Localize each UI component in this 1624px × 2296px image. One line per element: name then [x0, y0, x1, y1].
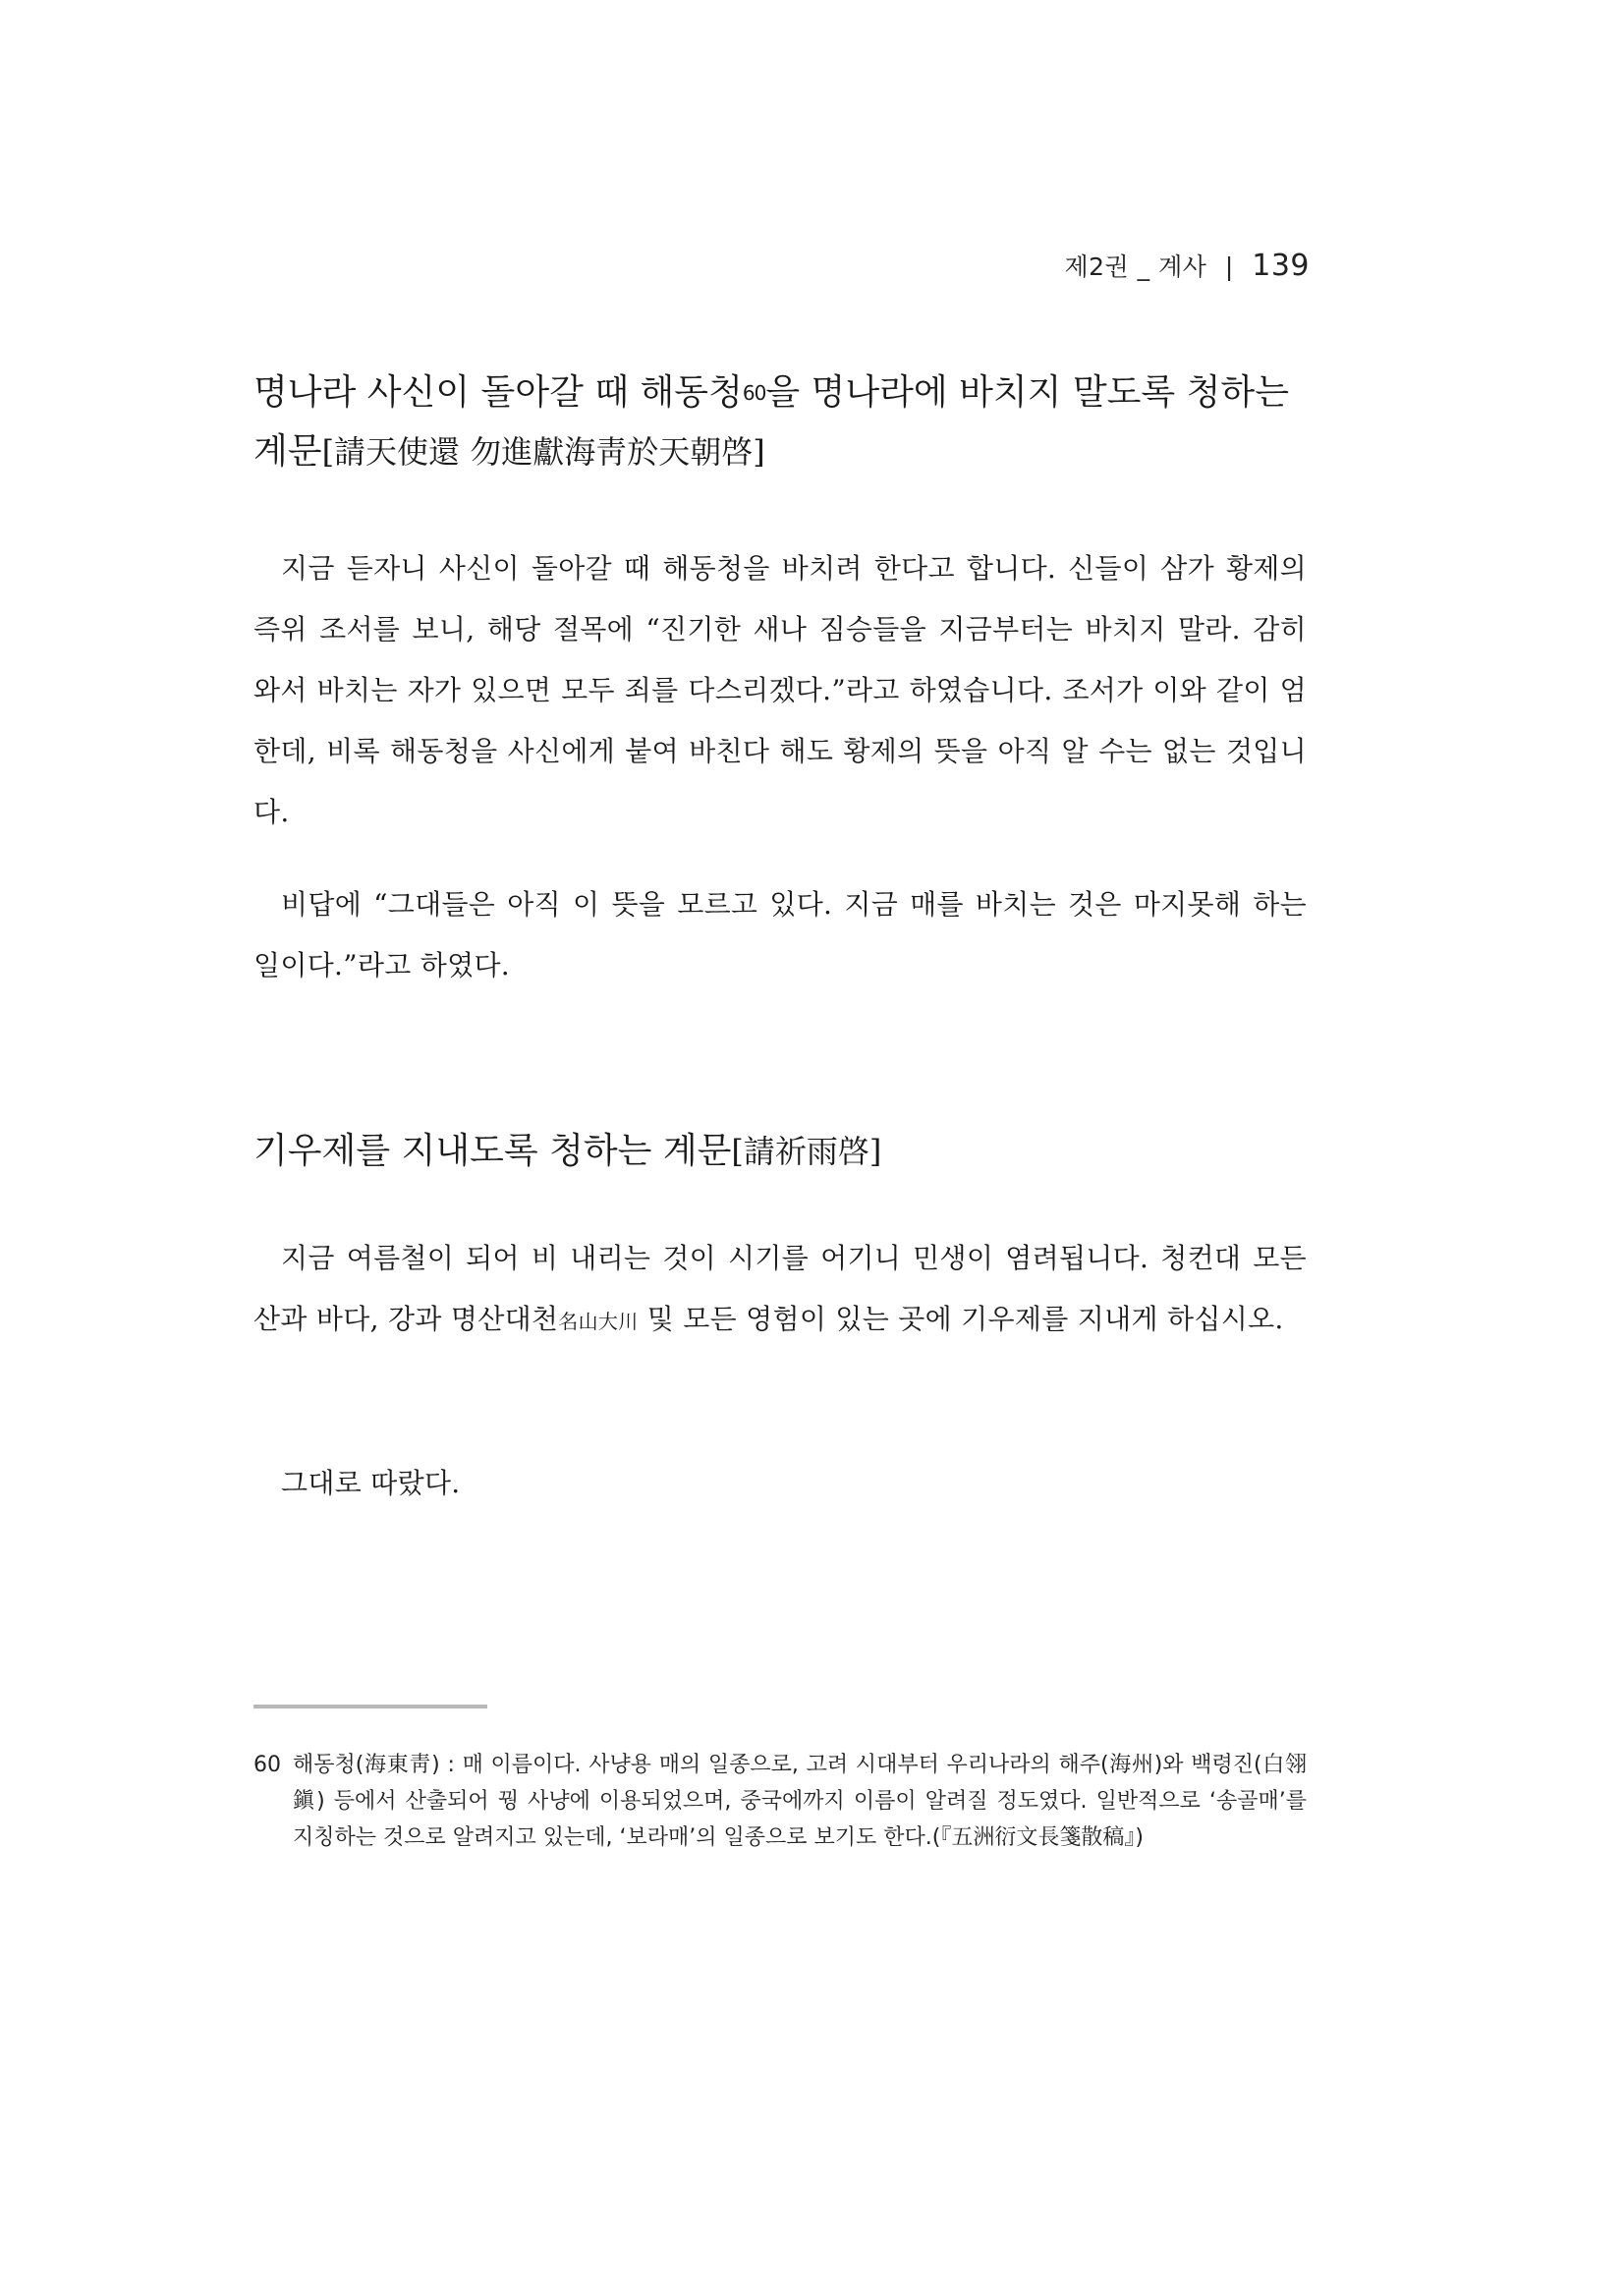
section-2-body: [253, 1228, 1307, 1352]
footnote-reference: 60: [742, 381, 766, 405]
section-2-paragraph-1: [253, 1228, 1307, 1352]
section-1: [253, 364, 1307, 481]
page-number: 139: [1252, 249, 1310, 283]
section-2-heading-hanja: [請祈雨啓]: [731, 1133, 882, 1170]
volume-label: 제2권: [1064, 252, 1130, 281]
section-1-paragraph-1: 지금 듣자니 사신이 돌아갈 때 해동청을 바치려 한다고 합니다. 신들이 삼가 황제의 즉위 조서를 보니, 해당 절목에 “진기한 새나 짐승들을 지금부터는 바치지 말라. 감히 와서 바치는 자가 있으면 모두 죄를 다스리겠다.”라고 하였습니다. 조서가 이와 같이 엄한데, 비록 해동청을 사신에게 붙여 바친다 해도 황제의 뜻을 아직 알 수는 없는 것입니다.: [253, 552, 1308, 828]
section-2-heading: [253, 1122, 1307, 1181]
running-header: [1064, 248, 1310, 283]
section-1-heading-part1: 명나라 사신이 돌아갈 때 해동청: [253, 372, 743, 413]
section-2-paragraph-1-part2: 및 모든 영험이 있는 곳에 기우제를 지내게 하십시오.: [638, 1303, 1284, 1335]
footnote-number: 60: [253, 1753, 281, 1777]
header-dash: _: [1137, 252, 1150, 281]
footnote-divider: [253, 1705, 487, 1708]
section-1-heading: [253, 364, 1307, 481]
footnote-text: 해동청(海東靑) : 매 이름이다. 사냥용 매의 일종으로, 고려 시대부터 우리나라의 해주(海州)와 백령진(白翎鎭) 등에서 산출되어 꿩 사냥에 이용되었으며, 중국에까지 이름이 알려질 정도였다. 일반적으로 ‘송골매’를 지칭하는 것으로 알려지고 있는데, ‘보라매’의 일종으로 보기도 한다.(『五洲衍文長箋散稿』): [293, 1753, 1307, 1850]
section-1-heading-part2: 을 명나라에 바치지 말도록 청하는: [765, 372, 1289, 413]
section-1-heading-part3: 계문: [253, 431, 322, 472]
section-1-body: [253, 538, 1307, 843]
section-1-reply: [253, 874, 1307, 996]
footnote-60: [253, 1747, 1307, 1856]
section-2-paragraph-1-part1: 지금 여름철이 되어 비 내리는 것이 시기를 어기니 민생이 염려됩니다. 청컨대 모든 산과 바다, 강과 명산대천: [253, 1242, 1307, 1335]
section-2-paragraph-2: 그대로 따랐다.: [281, 1467, 461, 1499]
section-2-reply: [253, 1453, 1307, 1514]
section-label: 계사: [1158, 252, 1207, 281]
header-separator: |: [1224, 252, 1234, 281]
section-2-heading-text: 기우제를 지내도록 청하는 계문: [253, 1131, 732, 1171]
section-2-paragraph-1-hanja: 名山大川: [558, 1310, 639, 1333]
section-2: [253, 1122, 1307, 1181]
section-1-heading-hanja: [請天使還 勿進獻海靑於天朝啓]: [321, 433, 765, 471]
section-1-paragraph-2: 비답에 “그대들은 아직 이 뜻을 모르고 있다. 지금 매를 바치는 것은 마지못해 하는 일이다.”라고 하였다.: [253, 888, 1307, 981]
